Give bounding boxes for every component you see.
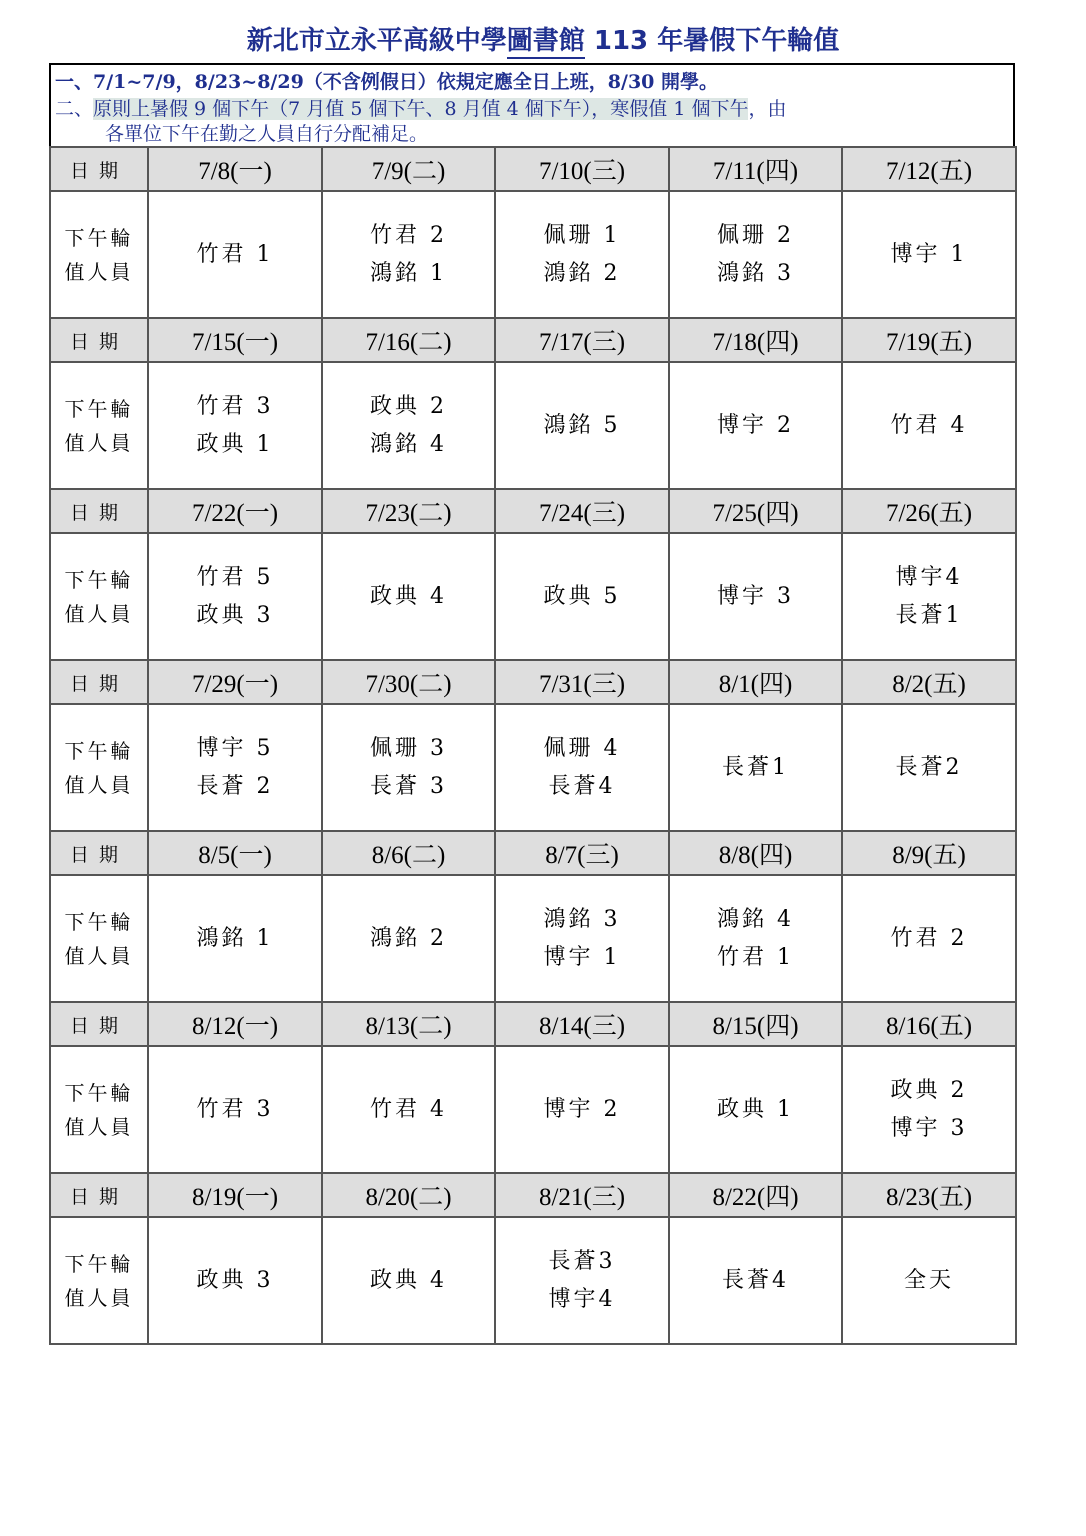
staff-name: 長蒼 3 <box>370 773 447 799</box>
staff-name: 鴻銘 4 <box>370 431 447 457</box>
date-cell: 7/19(五) <box>842 318 1016 362</box>
staff-name: 政典 1 <box>717 1096 794 1122</box>
date-cell: 8/2(五) <box>842 660 1016 704</box>
staff-cell <box>842 533 1016 660</box>
staff-name: 政典 2 <box>370 393 447 419</box>
date-row <box>50 1173 1016 1217</box>
staff-label-line: 下午輪 <box>64 567 134 592</box>
staff-row <box>50 704 1016 831</box>
staff-label-line: 值人員 <box>64 1285 134 1310</box>
staff-row <box>50 362 1016 489</box>
staff-cell <box>322 704 495 831</box>
staff-name: 鴻銘 3 <box>717 260 794 286</box>
staff-cell <box>669 1046 842 1173</box>
date-cell: 7/9(二) <box>322 147 495 191</box>
staff-name: 博宇4 <box>895 564 963 590</box>
staff-name: 鴻銘 2 <box>370 925 447 951</box>
staff-row <box>50 191 1016 318</box>
date-cell: 8/12(一) <box>148 1002 322 1046</box>
date-cell: 8/1(四) <box>669 660 842 704</box>
staff-cell <box>322 191 495 318</box>
staff-name: 竹君 3 <box>196 1096 274 1122</box>
note-line-2 <box>55 94 786 121</box>
date-row <box>50 831 1016 875</box>
staff-name: 長蒼 2 <box>196 773 274 799</box>
date-label: 日期 <box>50 1002 148 1046</box>
staff-label <box>50 875 148 1002</box>
date-cell: 7/15(一) <box>148 318 322 362</box>
staff-name: 博宇 1 <box>890 241 968 267</box>
staff-name: 政典 5 <box>543 583 621 609</box>
staff-cell <box>495 1046 669 1173</box>
note-line-2-suffix: ，由 <box>748 98 787 120</box>
staff-cell <box>322 1046 495 1173</box>
staff-name: 博宇 5 <box>196 735 274 761</box>
staff-label <box>50 1046 148 1173</box>
staff-label <box>50 533 148 660</box>
staff-name: 博宇 2 <box>543 1096 621 1122</box>
date-cell: 7/11(四) <box>669 147 842 191</box>
note-line-1: 一、7/1~7/9，8/23~8/29（不含例假日）依規定應全日上班，8/30 開學。 <box>55 71 719 93</box>
date-cell: 8/9(五) <box>842 831 1016 875</box>
staff-label <box>50 704 148 831</box>
staff-name: 鴻銘 4 <box>717 906 794 932</box>
date-cell: 8/14(三) <box>495 1002 669 1046</box>
staff-cell <box>148 875 322 1002</box>
staff-label <box>50 191 148 318</box>
note-line-2-prefix: 二、 <box>55 98 94 120</box>
date-cell: 7/12(五) <box>842 147 1016 191</box>
staff-name: 長蒼2 <box>895 754 963 780</box>
staff-name: 佩珊 1 <box>543 222 621 248</box>
date-row <box>50 489 1016 533</box>
date-cell: 8/21(三) <box>495 1173 669 1217</box>
staff-name: 竹君 2 <box>370 222 447 248</box>
staff-name: 政典 2 <box>890 1077 968 1103</box>
date-cell: 8/7(三) <box>495 831 669 875</box>
date-cell: 7/26(五) <box>842 489 1016 533</box>
title-underlined: 圖書館 <box>507 26 585 59</box>
date-cell: 7/8(一) <box>148 147 322 191</box>
staff-name: 竹君 4 <box>890 412 968 438</box>
date-label: 日期 <box>50 489 148 533</box>
date-cell: 8/5(一) <box>148 831 322 875</box>
date-label: 日期 <box>50 660 148 704</box>
date-cell: 7/31(三) <box>495 660 669 704</box>
date-cell: 8/8(四) <box>669 831 842 875</box>
staff-cell <box>842 191 1016 318</box>
staff-name: 鴻銘 1 <box>370 260 447 286</box>
staff-cell <box>842 1046 1016 1173</box>
date-cell: 7/10(三) <box>495 147 669 191</box>
staff-name: 政典 4 <box>370 583 447 609</box>
notes-box <box>49 63 1015 148</box>
staff-name: 佩珊 2 <box>717 222 794 248</box>
staff-label-line: 值人員 <box>64 1114 134 1139</box>
staff-name: 長蒼1 <box>722 754 789 780</box>
staff-cell <box>148 1217 322 1344</box>
staff-cell <box>148 533 322 660</box>
staff-label <box>50 1217 148 1344</box>
date-cell: 7/29(一) <box>148 660 322 704</box>
date-cell: 8/22(四) <box>669 1173 842 1217</box>
date-cell: 8/6(二) <box>322 831 495 875</box>
staff-label-line: 下午輪 <box>64 1080 134 1105</box>
staff-name: 長蒼3 <box>548 1248 616 1274</box>
staff-name: 竹君 1 <box>717 944 794 970</box>
staff-name: 鴻銘 5 <box>543 412 621 438</box>
staff-name: 竹君 5 <box>196 564 274 590</box>
page-title <box>0 20 1086 57</box>
title-suffix: 113 年暑假下午輪值 <box>584 26 840 56</box>
staff-name: 鴻銘 2 <box>543 260 621 286</box>
staff-cell <box>669 191 842 318</box>
date-row <box>50 147 1016 191</box>
staff-name: 竹君 3 <box>196 393 274 419</box>
staff-cell <box>842 362 1016 489</box>
staff-row <box>50 1046 1016 1173</box>
staff-cell <box>322 533 495 660</box>
staff-cell <box>148 1046 322 1173</box>
staff-name: 長蒼1 <box>895 602 963 628</box>
staff-name: 政典 1 <box>196 431 274 457</box>
date-label: 日期 <box>50 147 148 191</box>
date-cell: 7/17(三) <box>495 318 669 362</box>
staff-name: 博宇 2 <box>717 412 794 438</box>
staff-cell <box>322 362 495 489</box>
staff-name: 竹君 2 <box>890 925 968 951</box>
staff-name: 政典 4 <box>370 1267 447 1293</box>
staff-cell <box>148 704 322 831</box>
staff-label-line: 值人員 <box>64 772 134 797</box>
staff-name: 政典 3 <box>196 1267 274 1293</box>
staff-cell <box>495 533 669 660</box>
staff-name: 全天 <box>903 1267 954 1293</box>
staff-name: 長蒼4 <box>722 1267 789 1293</box>
staff-name: 博宇 3 <box>717 583 794 609</box>
staff-row <box>50 875 1016 1002</box>
date-cell: 8/20(二) <box>322 1173 495 1217</box>
staff-cell <box>495 875 669 1002</box>
title-prefix: 新北市立永平高級中學 <box>246 26 507 56</box>
date-cell: 8/23(五) <box>842 1173 1016 1217</box>
staff-label <box>50 362 148 489</box>
staff-label-line: 值人員 <box>64 943 134 968</box>
date-row <box>50 1002 1016 1046</box>
note-line-2-highlight: 原則上暑假 9 個下午（7 月值 5 個下午、8 月值 4 個下午），寒假值 1 個下午 <box>93 98 749 120</box>
staff-label-line: 下午輪 <box>64 396 134 421</box>
staff-label-line: 下午輪 <box>64 909 134 934</box>
date-cell: 7/16(二) <box>322 318 495 362</box>
staff-name: 博宇 1 <box>543 944 621 970</box>
staff-name: 鴻銘 3 <box>543 906 621 932</box>
date-cell: 7/24(三) <box>495 489 669 533</box>
staff-cell <box>148 191 322 318</box>
staff-cell <box>495 362 669 489</box>
staff-label-line: 下午輪 <box>64 225 134 250</box>
date-label: 日期 <box>50 318 148 362</box>
staff-cell <box>669 875 842 1002</box>
staff-cell <box>842 1217 1016 1344</box>
date-cell: 7/18(四) <box>669 318 842 362</box>
date-cell: 7/23(二) <box>322 489 495 533</box>
staff-name: 博宇 3 <box>890 1115 968 1141</box>
staff-name: 佩珊 3 <box>370 735 447 761</box>
staff-label-line: 下午輪 <box>64 1251 134 1276</box>
date-cell: 7/22(一) <box>148 489 322 533</box>
staff-cell <box>669 362 842 489</box>
staff-row <box>50 533 1016 660</box>
staff-name: 長蒼4 <box>548 773 616 799</box>
staff-name: 竹君 1 <box>196 241 274 267</box>
date-cell: 8/13(二) <box>322 1002 495 1046</box>
staff-name: 鴻銘 1 <box>196 925 274 951</box>
staff-label-line: 值人員 <box>64 430 134 455</box>
staff-cell <box>495 191 669 318</box>
schedule-table <box>49 146 1017 1345</box>
date-cell: 8/16(五) <box>842 1002 1016 1046</box>
date-row <box>50 660 1016 704</box>
date-cell: 8/19(一) <box>148 1173 322 1217</box>
date-row <box>50 318 1016 362</box>
date-cell: 8/15(四) <box>669 1002 842 1046</box>
staff-name: 博宇4 <box>548 1286 616 1312</box>
staff-label-line: 值人員 <box>64 259 134 284</box>
staff-cell <box>842 704 1016 831</box>
staff-name: 政典 3 <box>196 602 274 628</box>
date-cell: 7/25(四) <box>669 489 842 533</box>
note-line-3: 各單位下午在勤之人員自行分配補足。 <box>105 123 429 145</box>
staff-cell <box>842 875 1016 1002</box>
staff-cell <box>322 1217 495 1344</box>
staff-cell <box>669 704 842 831</box>
staff-name: 竹君 4 <box>370 1096 447 1122</box>
staff-label-line: 值人員 <box>64 601 134 626</box>
staff-cell <box>669 533 842 660</box>
staff-cell <box>669 1217 842 1344</box>
staff-row <box>50 1217 1016 1344</box>
date-label: 日期 <box>50 1173 148 1217</box>
staff-cell <box>148 362 322 489</box>
date-label: 日期 <box>50 831 148 875</box>
schedule-body <box>50 147 1016 1344</box>
staff-cell <box>322 875 495 1002</box>
staff-label-line: 下午輪 <box>64 738 134 763</box>
staff-name: 佩珊 4 <box>543 735 621 761</box>
date-cell: 7/30(二) <box>322 660 495 704</box>
staff-cell <box>495 1217 669 1344</box>
staff-cell <box>495 704 669 831</box>
